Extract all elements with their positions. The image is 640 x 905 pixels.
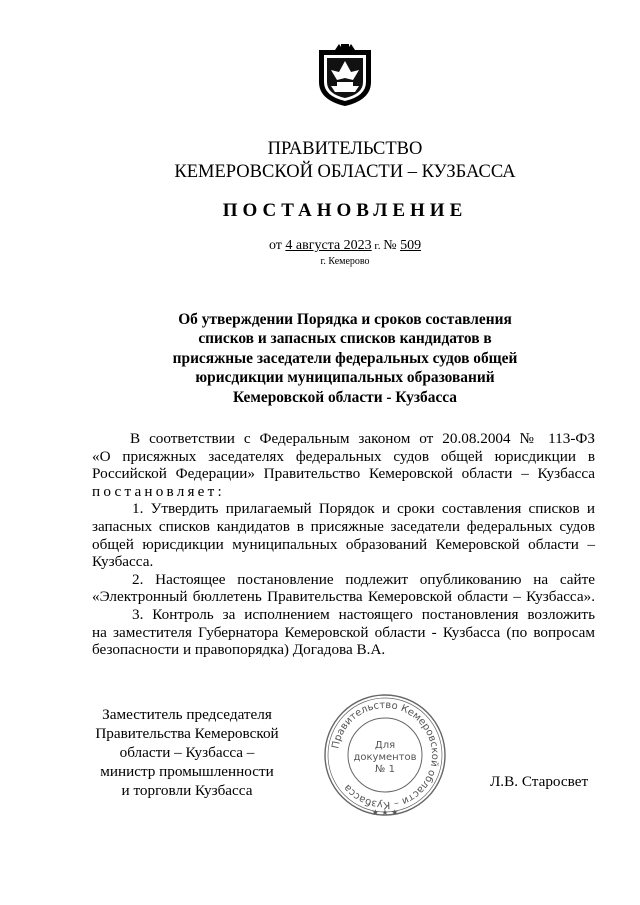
city: г. Кемерово: [320, 256, 370, 267]
signatory-line: Заместитель председателя: [102, 706, 272, 723]
government-name-line1: ПРАВИТЕЛЬСТВО: [267, 139, 423, 159]
decree-title: [150, 310, 540, 407]
government-name-line2: КЕМЕРОВСКОЙ ОБЛАСТИ – КУЗБАССА: [174, 162, 516, 182]
paragraph-2-line: 2. Настоящее постановление подлежит опубликованию на сайте: [132, 570, 595, 588]
title-line: присяжные заседатели федеральных судов общей: [172, 349, 518, 367]
number-sign: №: [383, 238, 401, 253]
paragraph-2-line: «Электронный бюллетень Правительства Кемеровской области – Кузбасса».: [92, 588, 595, 606]
signatory-name: Л.В. Старосвет: [490, 773, 589, 790]
paragraph-1-line: запасных списков кандидатов в присяжные заседатели федеральных судов: [92, 517, 595, 535]
coat-of-arms-icon: [315, 42, 375, 108]
signatory-line: и торговли Кузбасса: [121, 782, 253, 799]
official-stamp: [320, 690, 450, 820]
title-line: юрисдикции муниципальных образований: [195, 369, 495, 387]
decree-body: [92, 430, 595, 659]
paragraph-3-line: на заместителя Губернатора Кемеровской области - Кузбасса (по вопросам: [92, 623, 595, 641]
title-line: Об утверждении Порядка и сроков составления: [178, 311, 512, 328]
paragraph-1-line: 1. Утвердить прилагаемый Порядок и сроки составления списков и: [132, 500, 595, 518]
title-line: списков и запасных списков кандидатов в: [198, 330, 492, 348]
document-type: ПОСТАНОВЛЕНИЕ: [222, 200, 468, 221]
intro-line: «О присяжных заседателях федеральных судов общей юрисдикции в: [92, 447, 595, 465]
year-suffix: г.: [371, 240, 384, 252]
decree-number: 509: [400, 238, 422, 253]
intro-line: В соответствии с Федеральным законом от 20.08.2004 № 113-ФЗ: [130, 430, 595, 447]
signatory-position: [88, 705, 286, 800]
date-prefix: от: [268, 238, 286, 253]
signatory-line: министр промышленности: [100, 763, 274, 780]
stamp-stars: ★ ★ ★: [371, 808, 399, 817]
title-line: Кемеровской области - Кузбасса: [232, 388, 457, 406]
signatory-line: Правительства Кемеровской: [95, 725, 279, 742]
decree-date-number: [0, 238, 640, 254]
signatory-line: области – Кузбасса –: [119, 744, 255, 761]
stamp-center-line: Для: [374, 740, 396, 751]
intro-resolves: постановляет:: [92, 482, 225, 500]
stamp-center-line: документов: [353, 752, 417, 763]
decree-date: 4 августа 2023: [285, 238, 372, 253]
paragraph-3-line: безопасности и правопорядка) Догадова В.А.: [92, 641, 386, 659]
paragraph-1-line: Кузбасса.: [92, 553, 154, 571]
stamp-ring-text: Правительство Кемеровской области – Кузбасса: [330, 699, 441, 811]
paragraph-3-line: 3. Контроль за исполнением настоящего постановления возложить: [132, 605, 595, 623]
paragraph-1-line: общей юрисдикции муниципальных образований Кемеровской области –: [92, 535, 595, 553]
intro-line: Российской Федерации» Правительство Кемеровской области – Кузбасса: [92, 465, 595, 483]
stamp-center-line: № 1: [375, 764, 395, 775]
